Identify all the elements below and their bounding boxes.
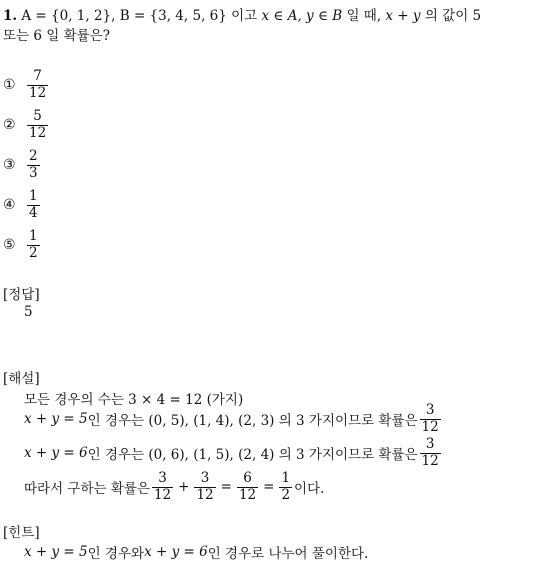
choice-4[interactable] (3, 190, 42, 220)
choice-mark: ④ (3, 197, 16, 213)
problem-number: 1. (3, 8, 18, 24)
answer-value: 5 (24, 304, 33, 320)
choice-fraction: $\frac{2}{3}$ (29, 148, 38, 181)
stem-sum: x + y (385, 8, 421, 24)
fraction: $\frac{6}{12}$ (238, 470, 257, 503)
stem-text-3: 의 값이 5 (420, 8, 482, 24)
choice-fraction: $\frac{5}{12}$ (29, 108, 47, 141)
hint-text: x + y = 5 인 경우와 x + y = 6 인 경우로 나누어 풀이한다. (24, 544, 369, 562)
fraction: $\frac{3}{12}$ (153, 470, 172, 503)
stem-text-2: 일 때, (342, 8, 386, 24)
choice-mark: ② (3, 117, 16, 133)
hint-label: [힌트] (3, 525, 40, 541)
choice-mark: ⑤ (3, 237, 16, 253)
fraction: $\frac{3}{12}$ (421, 402, 439, 435)
choice-2[interactable] (3, 110, 50, 140)
choice-mark: ③ (3, 157, 16, 173)
choice-fraction: $\frac{1}{2}$ (29, 228, 38, 261)
explanation-line-2: x + y = 5 인 경우는 (0, 5), (1, 4), (2, 3) 의 3 가지이므로 확률은 $\frac{3}{12}$ (24, 402, 439, 435)
stem-line-2: 또는 6 일 확률은? (3, 28, 110, 44)
explanation-line-3: x + y = 6 인 경우는 (0, 6), (1, 5), (2, 4) 의 3 가지이므로 확률은 $\frac{3}{12}$ (24, 436, 439, 469)
choice-5[interactable] (3, 230, 42, 260)
explanation-label: [해설] (3, 371, 40, 387)
problem-stem (3, 4, 481, 24)
stem-condition: x ∈ A, y ∈ B (261, 8, 343, 24)
fraction: $\frac{3}{12}$ (421, 436, 439, 469)
choice-3[interactable] (3, 150, 42, 180)
answer-label: [정답] (3, 287, 40, 303)
stem-text-1: A = {0, 1, 2}, B = {3, 4, 5, 6} 이고 (21, 8, 262, 24)
choice-fraction: $\frac{1}{4}$ (29, 188, 38, 221)
explanation-line-4: 따라서 구하는 확률은 $\frac{3}{12}$ + $\frac{3}{12}$ = $\frac{6}{12}$ = $\frac{1}{2}$ 이다. (24, 470, 325, 503)
explanation-line-1: 모든 경우의 수는 3 × 4 = 12 (가지) (24, 392, 244, 408)
fraction: $\frac{3}{12}$ (196, 470, 214, 503)
choice-mark: ① (3, 77, 16, 93)
choice-fraction: $\frac{7}{12}$ (29, 68, 47, 101)
choice-1[interactable] (3, 70, 50, 100)
fraction: $\frac{1}{2}$ (281, 470, 291, 503)
